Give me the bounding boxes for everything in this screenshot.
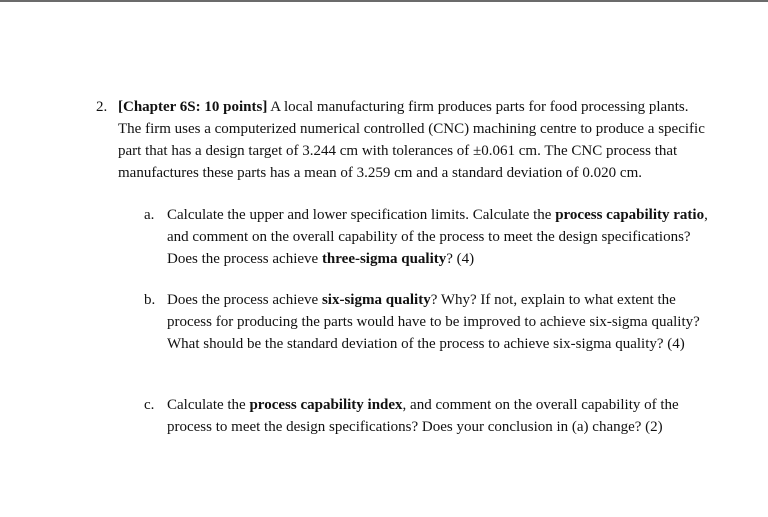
part-b-bold-1: six-sigma quality: [321, 292, 431, 308]
part-a-text-3: ? (4): [446, 251, 475, 267]
question-header: [Chapter 6S: 10 points]: [118, 99, 268, 115]
question-number: 2.: [96, 99, 108, 115]
part-a-body: [167, 204, 712, 270]
question-body: [118, 96, 708, 184]
question-text: A local manufacturing firm produces parts for food processing plants. The firm uses a computerized numerical controlled (CNC) machining centre to produce a specific part that has a design target of 3.244 cm with tolerances of ±0.061 cm. The CNC process that manufactures these parts has a mean of 3.259 cm and a standard deviation of 0.020 cm.: [118, 99, 705, 181]
part-c-bold-1: process capability index: [249, 397, 403, 413]
part-a-text-2: , and comment on the overall capability of the process to meet the design specifications? Does the process achieve: [167, 207, 708, 267]
top-border-rule: [0, 0, 768, 2]
part-c-text-1: Calculate the: [167, 397, 250, 413]
part-a-bold-2: three-sigma quality: [321, 251, 447, 267]
part-b-text-2: ? Why? If not, explain to what extent the process for producing the parts would have to be improved to achieve six-sigma quality? What should be the standard deviation of the process to achieve six-sigma quality? (4): [167, 292, 700, 352]
part-c-letter: c.: [144, 397, 155, 413]
part-b-letter: b.: [144, 292, 156, 308]
part-b-text-1: Does the process achieve: [167, 292, 322, 308]
part-a-text-1: Calculate the upper and lower specification limits. Calculate the: [167, 207, 556, 223]
part-a-letter: a.: [144, 207, 155, 223]
part-b-body: [167, 289, 712, 355]
part-c-text-2: , and comment on the overall capability of the process to meet the design specifications? Does your conclusion in (a) change? (2): [167, 397, 679, 435]
part-c-body: [167, 394, 712, 438]
part-a-bold-1: process capability ratio: [555, 207, 705, 223]
